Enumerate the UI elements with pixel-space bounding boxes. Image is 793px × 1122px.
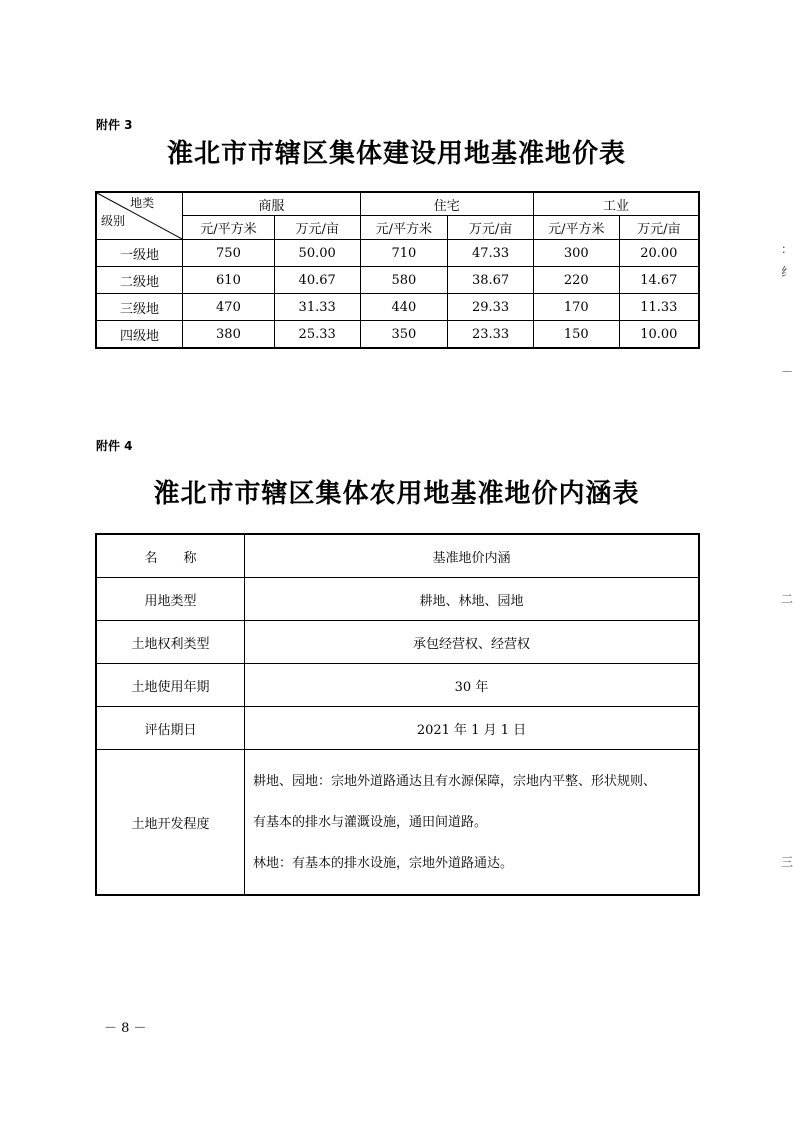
price-cell: 10.00 bbox=[619, 321, 699, 349]
item-value-cell: 承包经营权、经营权 bbox=[245, 621, 700, 664]
grade-cell: 一级地 bbox=[96, 240, 183, 267]
price-cell: 14.67 bbox=[619, 267, 699, 294]
table-row bbox=[96, 750, 699, 896]
table-4-title: 淮北市市辖区集体农用地基准地价内涵表 bbox=[153, 479, 640, 509]
group-header-commercial: 商服 bbox=[183, 192, 360, 216]
item-value-cell: 耕地、林地、园地 bbox=[245, 578, 700, 621]
edge-mark: 纟 bbox=[780, 265, 793, 279]
item-name-cell: 土地权利类型 bbox=[96, 621, 245, 664]
price-cell: 470 bbox=[183, 294, 275, 321]
unit-header: 元/平方米 bbox=[183, 216, 275, 240]
unit-header: 元/平方米 bbox=[533, 216, 619, 240]
item-name-cell: 用地类型 bbox=[96, 578, 245, 621]
price-cell: 580 bbox=[360, 267, 448, 294]
edge-mark: ： bbox=[780, 242, 793, 256]
attachment-4-label: 附件 4 bbox=[96, 439, 133, 453]
table-header-corner bbox=[96, 192, 183, 240]
price-cell: 25.33 bbox=[274, 321, 360, 349]
table-3-title: 淮北市市辖区集体建设用地基准地价表 bbox=[166, 139, 626, 169]
price-cell: 150 bbox=[533, 321, 619, 349]
group-header-industrial: 工业 bbox=[533, 192, 699, 216]
unit-header: 万元/亩 bbox=[619, 216, 699, 240]
price-cell: 610 bbox=[183, 267, 275, 294]
table-row bbox=[96, 240, 699, 267]
item-value-cell: 基准地价内涵 bbox=[245, 534, 700, 578]
table-row bbox=[96, 267, 699, 294]
price-cell: 300 bbox=[533, 240, 619, 267]
development-description-cell bbox=[245, 750, 700, 896]
price-cell: 220 bbox=[533, 267, 619, 294]
edge-mark: 二 bbox=[780, 592, 793, 606]
farmland-price-connotation-table bbox=[95, 533, 700, 896]
price-cell: 380 bbox=[183, 321, 275, 349]
attachment-3-label: 附件 3 bbox=[96, 118, 133, 132]
development-label-cell: 土地开发程度 bbox=[96, 750, 245, 896]
item-value-cell: 30 年 bbox=[245, 664, 700, 707]
table-row bbox=[96, 664, 699, 707]
table-row bbox=[96, 321, 699, 349]
grade-cell: 三级地 bbox=[96, 294, 183, 321]
price-cell: 23.33 bbox=[448, 321, 534, 349]
edge-mark: － bbox=[780, 365, 793, 379]
price-cell: 11.33 bbox=[619, 294, 699, 321]
price-cell: 170 bbox=[533, 294, 619, 321]
table-row bbox=[96, 621, 699, 664]
table-row bbox=[96, 294, 699, 321]
item-name-cell: 评估期日 bbox=[96, 707, 245, 750]
development-line: 有基本的排水与灌溉设施，通田间道路。 bbox=[253, 814, 488, 830]
unit-header: 万元/亩 bbox=[448, 216, 534, 240]
grade-cell: 四级地 bbox=[96, 321, 183, 349]
price-cell: 47.33 bbox=[448, 240, 534, 267]
item-name-cell: 名 称 bbox=[96, 534, 245, 578]
table-row bbox=[96, 534, 699, 578]
construction-land-price-table bbox=[95, 191, 700, 349]
unit-header: 元/平方米 bbox=[360, 216, 448, 240]
grade-header: 级别 bbox=[101, 214, 126, 228]
land-type-header: 地类 bbox=[130, 196, 155, 210]
development-line: 耕地、园地：宗地外道路通达且有水源保障，宗地内平整、形状规则、 bbox=[253, 773, 657, 789]
development-line: 林地：有基本的排水设施，宗地外道路通达。 bbox=[253, 855, 514, 871]
grade-cell: 二级地 bbox=[96, 267, 183, 294]
price-cell: 350 bbox=[360, 321, 448, 349]
table-row bbox=[96, 707, 699, 750]
group-header-residential: 住宅 bbox=[360, 192, 533, 216]
unit-header: 万元/亩 bbox=[274, 216, 360, 240]
price-cell: 440 bbox=[360, 294, 448, 321]
price-cell: 40.67 bbox=[274, 267, 360, 294]
item-name-cell: 土地使用年期 bbox=[96, 664, 245, 707]
price-cell: 38.67 bbox=[448, 267, 534, 294]
edge-mark: 三 bbox=[780, 855, 793, 869]
price-cell: 50.00 bbox=[274, 240, 360, 267]
price-cell: 750 bbox=[183, 240, 275, 267]
price-cell: 20.00 bbox=[619, 240, 699, 267]
price-cell: 29.33 bbox=[448, 294, 534, 321]
page-number: － 8 － bbox=[104, 1021, 147, 1036]
table-row bbox=[96, 578, 699, 621]
item-value-cell: 2021 年 1 月 1 日 bbox=[245, 707, 700, 750]
price-cell: 31.33 bbox=[274, 294, 360, 321]
price-cell: 710 bbox=[360, 240, 448, 267]
